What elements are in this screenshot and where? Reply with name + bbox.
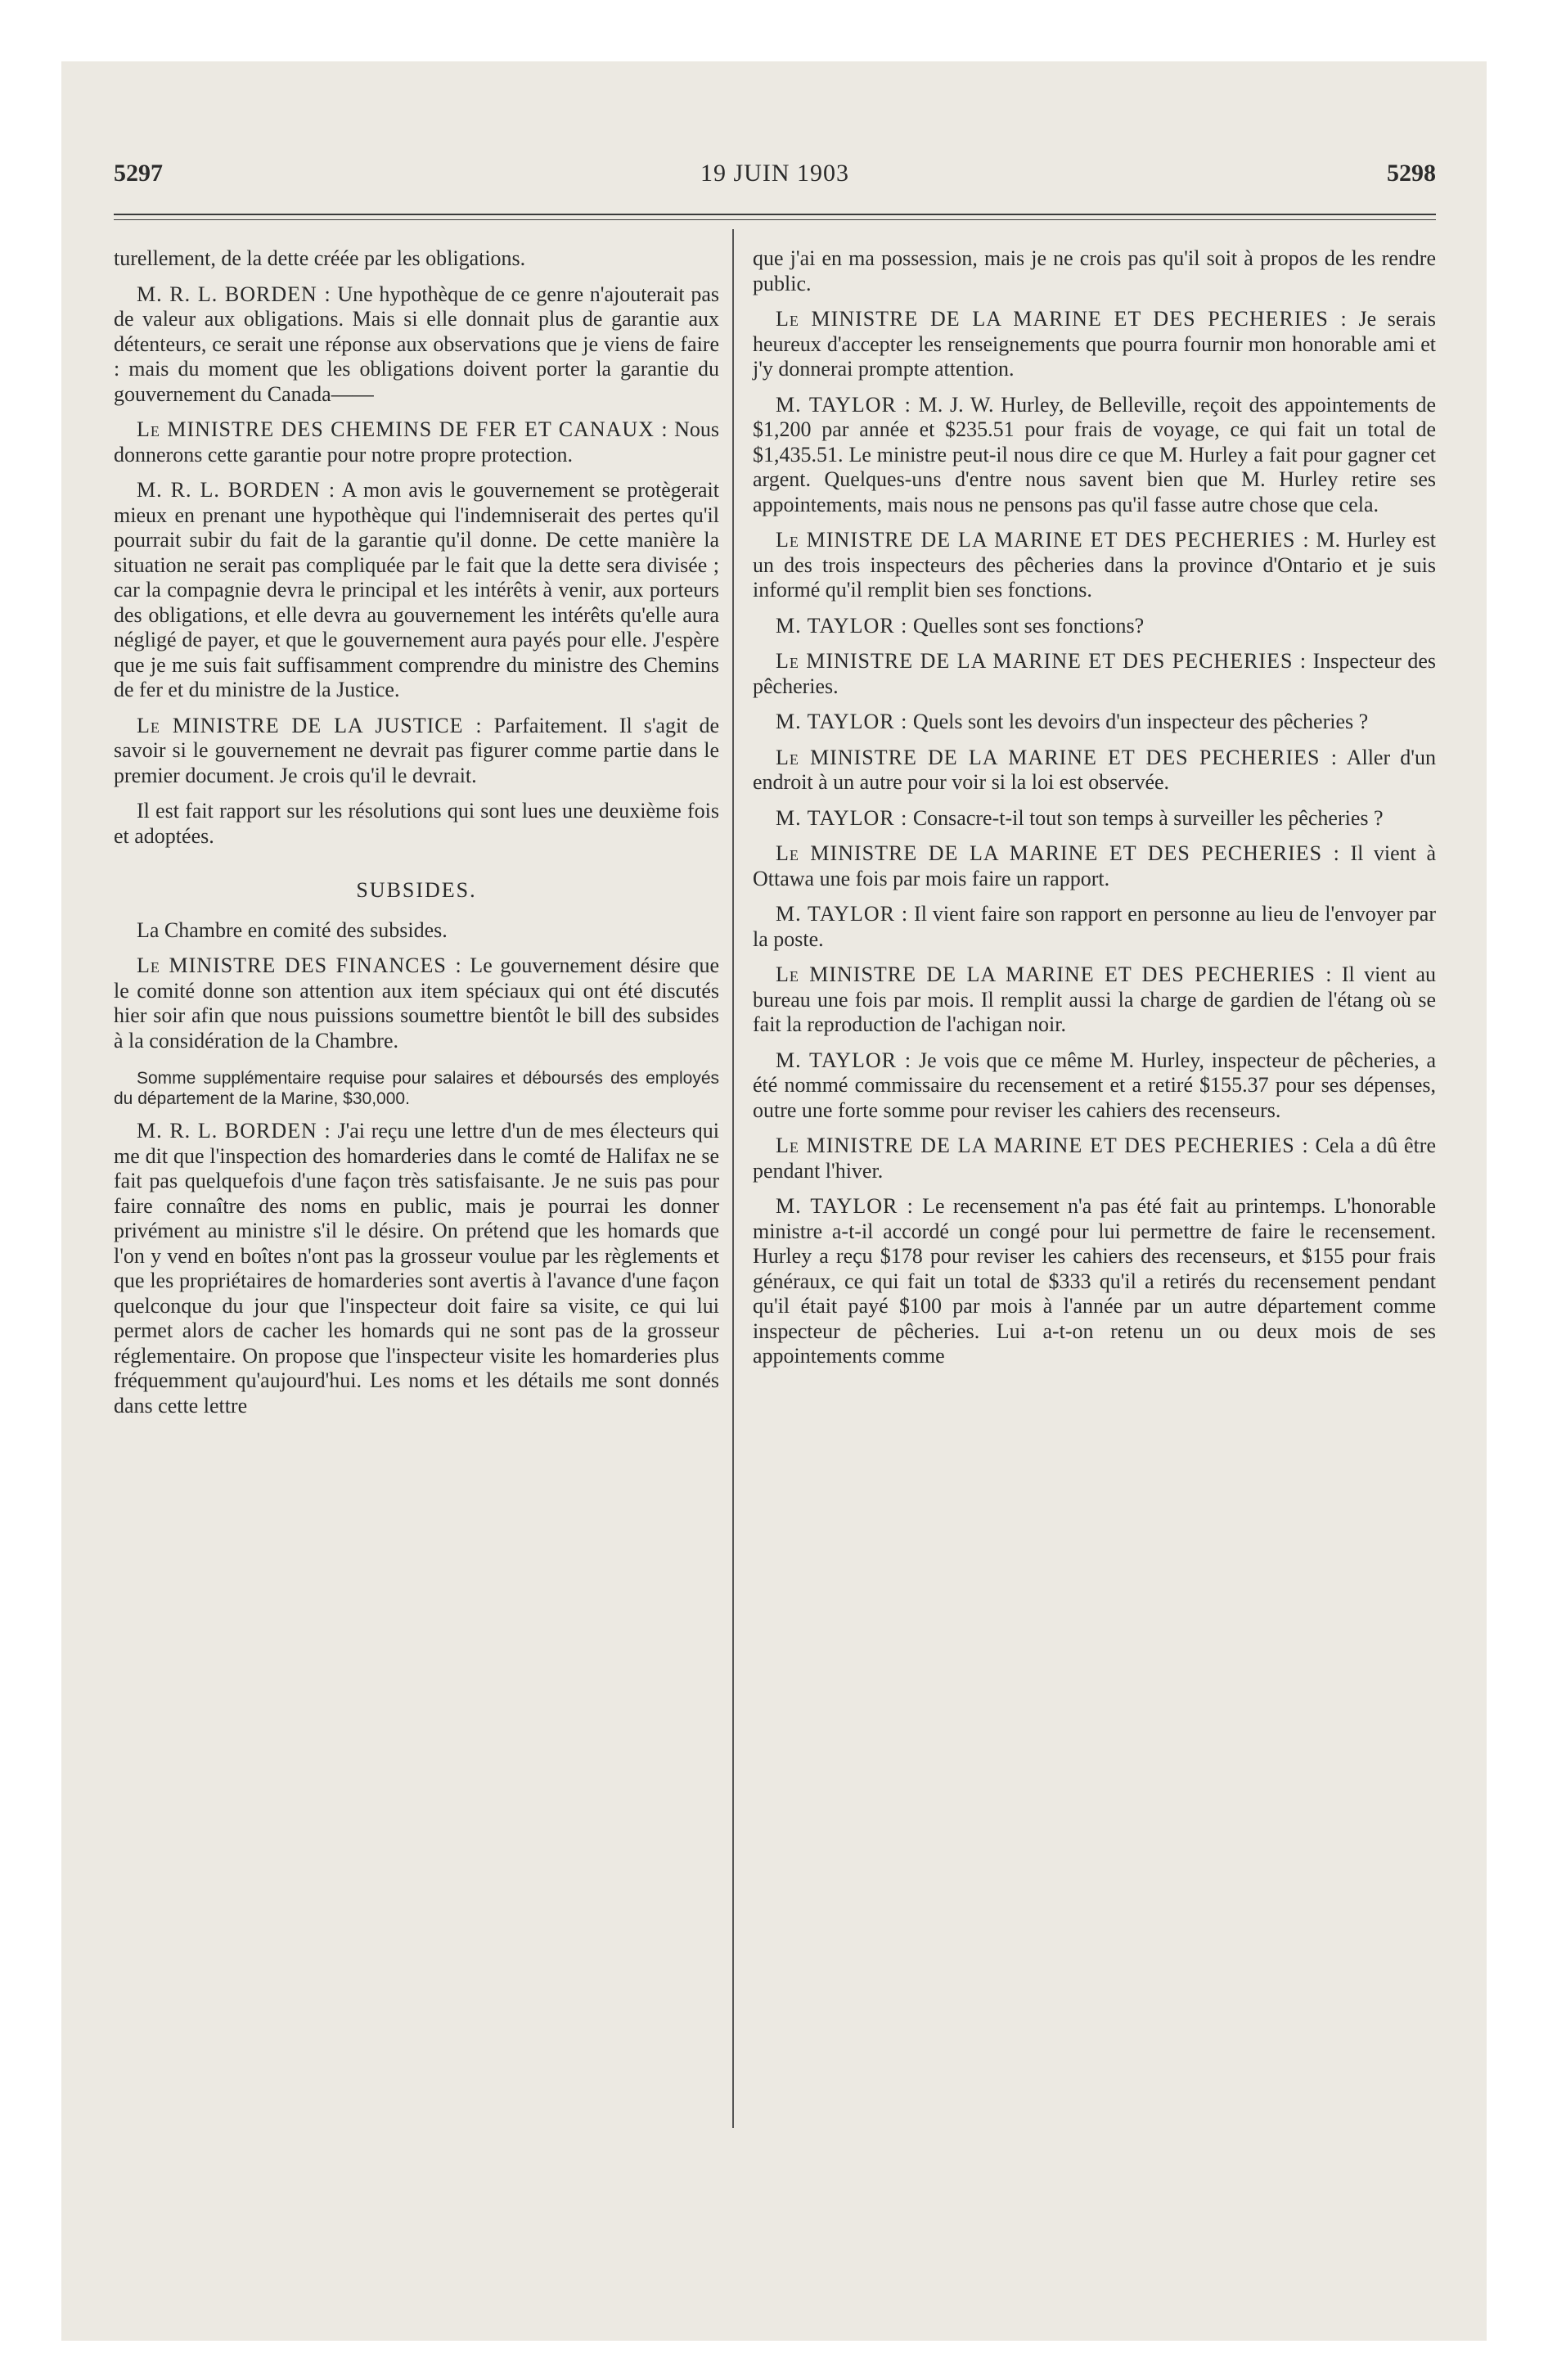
- document-page: [61, 61, 1487, 2341]
- paragraph: [114, 1119, 719, 1418]
- page-date: 19 JUIN 1903: [700, 160, 849, 187]
- paragraph: [114, 417, 719, 467]
- speaker-name: M. TAYLOR :: [776, 392, 911, 417]
- paragraph-text: Aller d'un endroit à un autre pour voir si la loi est observée.: [753, 745, 1436, 794]
- paragraph-text: Quelles sont ses fonctions?: [907, 613, 1145, 638]
- paragraph: [753, 902, 1436, 952]
- speaker-name: Le MINISTRE DE LA JUSTICE :: [137, 713, 483, 737]
- paragraph-text: M. J. W. Hurley, de Belleville, reçoit des appointements de $1,200 par année et $235.51 pour frais de voyage, ce qui fait un total de $1,435.51. Le ministre peut-il nous dire ce que M. Hurley a fait pour gagner cet argent. Quelques-uns d'entre nous savent bien que M. Hurley retire ses appointements, mais nous ne pensons pas qu'il fasse autre chose que cela.: [753, 392, 1436, 516]
- speaker-name: Le MINISTRE DE LA MARINE ET DES PECHERIES :: [776, 962, 1333, 986]
- paragraph-text: Il vient au bureau une fois par mois. Il remplit aussi la charge de gardien de l'étang où se fait la reproduction de l'achigan noir.: [753, 962, 1436, 1036]
- section-heading: SUBSIDES.: [356, 878, 477, 902]
- page-number-left: 5297: [114, 160, 163, 187]
- page-header: [114, 160, 1436, 192]
- speaker-name: M. TAYLOR :: [776, 710, 908, 733]
- speaker-name: M. TAYLOR :: [776, 805, 908, 830]
- paragraph-text: Il vient faire son rapport en personne au lieu de l'envoyer par la poste.: [753, 902, 1437, 951]
- speaker-name: M. TAYLOR :: [776, 1048, 912, 1072]
- speaker-name: Le MINISTRE DE LA MARINE ET DES PECHERIES :: [776, 1134, 1309, 1157]
- speaker-name: Le MINISTRE DE LA MARINE ET DES PECHERIES :: [776, 841, 1340, 865]
- page-number-right: 5298: [1387, 160, 1436, 187]
- column-divider: [732, 229, 734, 2128]
- paragraph-text: Inspecteur des pêcheries.: [753, 649, 1436, 698]
- paragraph-text: M. Hurley est un des trois inspecteurs des pêcheries dans la province d'Ontario et je suis informé qu'il remplit bien ses fonctions.: [753, 528, 1436, 602]
- paragraph-text: Il vient à Ottawa une fois par mois faire un rapport.: [753, 841, 1436, 890]
- paragraph: [114, 953, 719, 1053]
- paragraph: [753, 962, 1436, 1038]
- paragraph: [114, 799, 719, 849]
- paragraph: [114, 478, 719, 703]
- paragraph: [114, 918, 719, 944]
- paragraph-text: turellement, de la dette créée par les obligations.: [114, 246, 526, 270]
- paragraph: [753, 614, 1436, 639]
- paragraph-text: Une hypothèque de ce genre n'ajouterait pas de valeur aux obligations. Mais si elle donnait plus de garantie aux détenteurs, ce serait une réponse aux observations que je viens de faire : mais du moment que les obligations doivent porter la garantie du gouvernement du Canada——: [114, 282, 719, 406]
- paragraph-text: La Chambre en comité des subsides.: [137, 917, 448, 942]
- paragraph-text: Consacre-t-il tout son temps à surveiller les pêcheries ?: [907, 805, 1384, 830]
- speaker-name: Le MINISTRE DE LA MARINE ET DES PECHERIES :: [776, 649, 1307, 673]
- speaker-name: Le MINISTRE DE LA MARINE ET DES PECHERIES :: [776, 307, 1348, 331]
- paragraph-text: Quels sont les devoirs d'un inspecteur des pêcheries ?: [907, 710, 1369, 733]
- header-rule: [114, 214, 1436, 220]
- speaker-name: Le MINISTRE DE LA MARINE ET DES PECHERIES :: [776, 528, 1310, 552]
- speaker-name: M. TAYLOR :: [776, 902, 909, 926]
- speaker-name: Le MINISTRE DES CHEMINS DE FER ET CANAUX :: [137, 417, 668, 441]
- paragraph-text: Somme supplémentaire requise pour salaires et déboursés des employés du département de la Marine, $30,000.: [114, 1069, 719, 1108]
- paragraph-text: A mon avis le gouvernement se protègerait mieux en prenant une hypothèque qui l'indemniserait des pertes qu'il pourrait subir du fait de la garantie qu'il donne. De cette manière la situation ne serait pas compliquée par le fait que la dette sera divisée ; car la compagnie devra le principal et les intérêts à venir, aux porteurs des obligations, et elle devra au gouvernement les intérêts qu'elle aura négligé de payer, et que le gouvernement aura payés pour elle. J'espère que je me suis fait suffisamment comprendre du ministre des Chemins de fer et du ministre de la Justice.: [114, 478, 719, 701]
- speaker-name: M. TAYLOR :: [776, 1194, 914, 1218]
- paragraph-text: Il est fait rapport sur les résolutions qui sont lues une deuxième fois et adoptées.: [114, 799, 719, 848]
- speaker-name: M. R. L. BORDEN :: [137, 478, 336, 502]
- paragraph-text: Je serais heureux d'accepter les renseignements que pourra fournir mon honorable ami et j'y donnerai prompte attention.: [753, 307, 1436, 381]
- speaker-name: M. R. L. BORDEN :: [137, 282, 331, 306]
- paragraph-text: Je vois que ce même M. Hurley, inspecteur de pêcheries, a été nommé commissaire du recensement et a retiré $155.37 pour ses dépenses, outre une forte somme pour reviser les cahiers des recenseurs.: [753, 1048, 1436, 1122]
- paragraph: [753, 528, 1436, 603]
- budget-item-note: [114, 1068, 719, 1109]
- paragraph: [753, 649, 1436, 699]
- paragraph: [114, 246, 719, 272]
- speaker-name: Le MINISTRE DES FINANCES :: [137, 953, 462, 977]
- speaker-name: Le MINISTRE DE LA MARINE ET DES PECHERIES :: [776, 745, 1338, 769]
- speaker-name: M. R. L. BORDEN :: [137, 1119, 331, 1143]
- paragraph-text: Le gouvernement désire que le comité donne son attention aux item spéciaux qui ont été discutés hier soir afin que nous puissions soumettre bientôt le bill des subsides à la considération de la Chambre.: [114, 953, 719, 1053]
- paragraph-text: Le recensement n'a pas été fait au printemps. L'honorable ministre a-t-il accordé un congé pour lui permettre de faire le recensement. Hurley a reçu $178 pour reviser les cahiers des recenseurs, et $155 pour frais généraux, ce qui fait un total de $333 qu'il a retirés du recensement pendant qu'il était payé $100 par mois à l'année par un autre département comme inspecteur de pêcheries. Lui a-t-on retenu un ou deux mois de ses appointements comme: [753, 1194, 1436, 1368]
- paragraph: [753, 1194, 1436, 1369]
- paragraph: [753, 1048, 1436, 1124]
- paragraph-text: que j'ai en ma possession, mais je ne crois pas qu'il soit à propos de les rendre public.: [753, 246, 1436, 295]
- left-column: [114, 246, 719, 1429]
- paragraph: [114, 714, 719, 789]
- right-column: [753, 246, 1436, 1380]
- paragraph: [753, 710, 1436, 735]
- paragraph-text: Cela a dû être pendant l'hiver.: [753, 1134, 1436, 1183]
- paragraph: [753, 841, 1436, 891]
- paragraph-text: Parfaitement. Il s'agit de savoir si le gouvernement ne devrait pas figurer comme partie dans le premier document. Je crois qu'il le devrait.: [114, 713, 719, 787]
- paragraph: [753, 746, 1436, 796]
- speaker-name: M. TAYLOR :: [776, 613, 908, 638]
- paragraph: [753, 307, 1436, 382]
- paragraph-text: Nous donnerons cette garantie pour notre propre protection.: [114, 417, 719, 467]
- paragraph: [753, 1134, 1436, 1183]
- paragraph: [753, 246, 1436, 296]
- paragraph-text: J'ai reçu une lettre d'un de mes électeurs qui me dit que l'inspection des homarderies dans le comté de Halifax ne se fait pas quelquefois d'une façon très satisfaisante. Je ne suis pas pour faire connaître des noms en public, mais je pourrai les donner privément au ministre s'il le désire. On prétend que les homards que l'on y vend en boîtes n'ont pas la grosseur voulue par les règlements et que les propriétaires de homarderies sont avertis à l'avance d'une façon quelconque du jour que l'inspecteur doit faire sa visite, ce qui lui permet alors de cacher les homards qui ne sont pas de la grosseur réglementaire. On propose que l'inspecteur visite les homarderies plus fréquemment qu'aujourd'hui. Les noms et les détails me sont donnés dans cette lettre: [114, 1119, 719, 1418]
- paragraph: [114, 282, 719, 408]
- paragraph: [753, 806, 1436, 832]
- paragraph: [753, 393, 1436, 518]
